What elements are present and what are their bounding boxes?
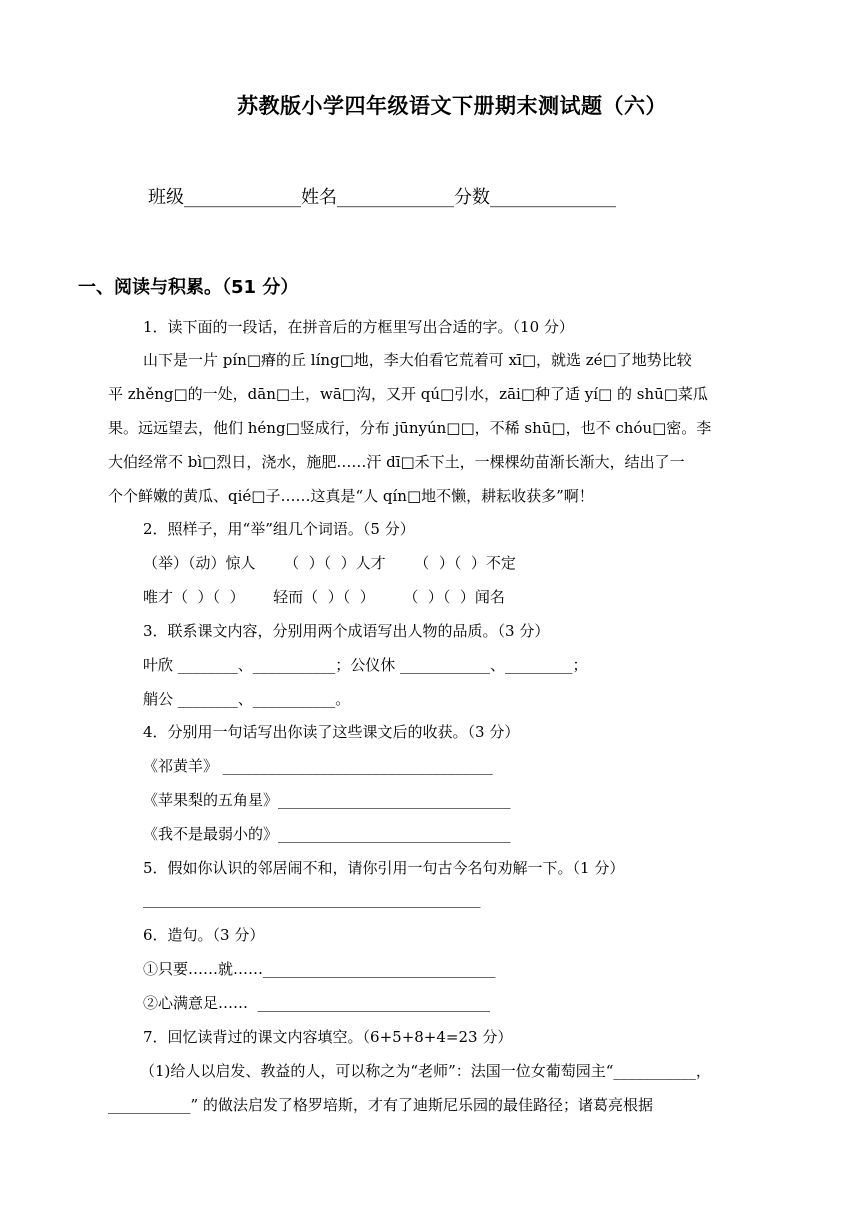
- question-7-line: ___________” 的做法启发了格罗培斯，才有了迪斯尼乐园的最佳路径；诸葛亮根据: [108, 1096, 653, 1114]
- question-1-line: 山下是一片 pín□瘠的丘 líng□地，李大伯看它荒着可 xī□，就选 zé□了地势比较: [143, 351, 692, 369]
- student-info-fields: 班级_____________姓名_____________分数______________: [148, 187, 616, 208]
- question-4-row: 《我不是最弱小的》_______________________________: [143, 825, 511, 843]
- question-4-row: 《祁黄羊》 ____________________________________: [143, 757, 493, 775]
- question-6-prompt: 6．造句。（3 分）: [143, 926, 265, 944]
- question-7-prompt: 7．回忆读背过的课文内容填空。（6+5+8+4=23 分）: [143, 1028, 513, 1046]
- question-1-prompt: 1．读下面的一段话，在拼音后的方框里写出合适的字。（10 分）: [143, 318, 574, 336]
- question-1-line: 平 zhěng□的一处，dān□土，wā□沟，又开 qú□引水，zāi□种了适 yí□ 的 shū□菜瓜: [108, 385, 708, 403]
- question-2-prompt: 2．照样子，用“举”组几个词语。（5 分）: [143, 520, 415, 538]
- question-6-row: ①只要……就……_______________________________: [143, 960, 496, 978]
- question-1-line: 个个鲜嫩的黄瓜、qié□子……这真是“人 qín□地不懒，耕耘收获多”啊！: [108, 487, 594, 505]
- question-3-row: 叶欣 ________、___________；公仪休 ____________、_________；: [143, 656, 588, 674]
- section-heading-1: 一、阅读与积累。（51 分）: [78, 277, 299, 298]
- question-2-row: 唯才（ ）（ ） 轻而（ ）（ ） （ ）（ ）闻名: [143, 588, 505, 606]
- question-5-prompt: 5．假如你认识的邻居闹不和，请你引用一句古今名句劝解一下。（1 分）: [143, 859, 625, 877]
- question-1-line: 大伯经常不 bì□烈日，浇水，施肥……汗 dī□禾下土，一棵棵幼苗渐长渐大，结出了一: [108, 453, 685, 471]
- question-5-answer-line: _____________________________________________: [143, 890, 481, 908]
- question-3-prompt: 3．联系课文内容，分别用两个成语写出人物的品质。（3 分）: [143, 622, 550, 640]
- question-4-prompt: 4．分别用一句话写出你读了这些课文后的收获。（3 分）: [143, 723, 520, 741]
- question-1-line: 果。远远望去，他们 héng□竖成行，分布 jūnyún□□，不稀 shū□，也不 chóu□密。李: [108, 419, 712, 437]
- question-6-row: ②心满意足…… _______________________________: [143, 994, 491, 1012]
- question-2-row: （举）（动）惊人 （ ）（ ）人才 （ ）（ ）不定: [143, 554, 516, 572]
- page-title: 苏教版小学四年级语文下册期末测试题（六）: [237, 94, 667, 118]
- question-3-row: 艄公 ________、___________。: [143, 690, 351, 708]
- question-4-row: 《苹果梨的五角星》_______________________________: [143, 791, 511, 809]
- question-7-line: （1)给人以启发、教益的人，可以称之为“老师”：法国一位女葡萄园主“___________，: [140, 1062, 711, 1080]
